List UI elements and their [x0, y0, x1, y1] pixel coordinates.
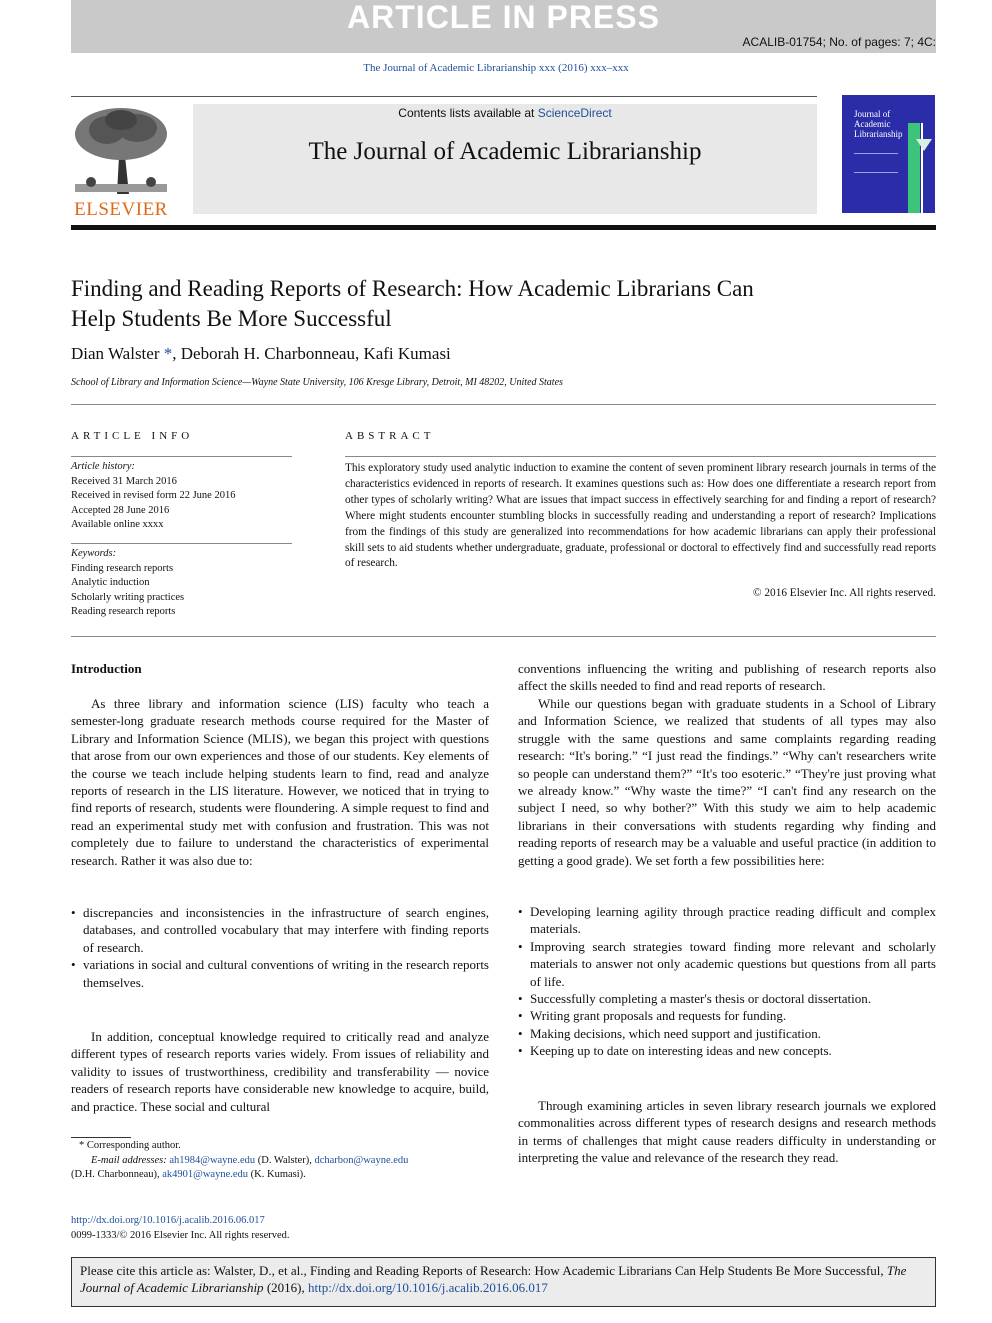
article-history — [71, 460, 292, 533]
email-link[interactable]: ah1984@wayne.edu — [169, 1154, 256, 1166]
article-info-heading: ARTICLE INFO — [71, 430, 194, 442]
cover-title-line: Journal of — [854, 109, 891, 119]
list-item: • Writing grant proposals and requests for funding. — [518, 1007, 936, 1024]
section-heading-introduction: Introduction — [71, 661, 142, 676]
intro-paragraph: In addition, conceptual knowledge required to critically read and analyze different types of research reports varies widely. From issues of reliability and validity to issues of trustworthiness, credibility and transferability — novice readers of research reports have considerable new knowledge to acquire, build, and practice. These social and cultural — [71, 1029, 489, 1114]
footnote-mark: * — [79, 1140, 85, 1151]
list-item: • Developing learning agility through practice reading difficult and complex materials. — [518, 903, 936, 938]
history-item: Received 31 March 2016 — [71, 475, 177, 487]
cover-text-lines — [854, 153, 898, 173]
author-names-rest: , Deborah H. Charbonneau, Kafi Kumasi — [172, 344, 451, 363]
bullet-list — [71, 904, 489, 991]
journal-reference-link[interactable]: The Journal of Academic Librarianship xxx (2016) xxx–xxx — [363, 62, 629, 74]
elsevier-logo — [71, 104, 171, 220]
keywords-rule — [71, 543, 292, 544]
citation-journal: The Journal of Academic Librarianship — [80, 1263, 907, 1295]
list-item: • Improving search strategies toward finding more relevant and scholarly materials to answer not only academic questions but questions from all parts of life. — [518, 938, 936, 990]
corresponding-author-marker[interactable]: * — [159, 344, 173, 363]
history-item: Available online xxxx — [71, 519, 164, 530]
intro-paragraph-continued: conventions influencing the writing and publishing of research reports also affect the skills needed to find and read reports of research. — [518, 661, 936, 694]
cover-title-line: Academic — [854, 119, 891, 129]
article-info-rule — [71, 456, 292, 457]
citation-prefix: Please cite this article as: Walster, D., et al., Finding and Reading Reports of Research: How Academic Librarians Can Help Students Be More Successful, — [80, 1263, 887, 1278]
intro-paragraph: As three library and information science (LIS) faculty who teach a semester-long graduate research methods course required for the Master of Library and Information Science (MLIS), we began this project with questions that arose from our own experiences and those of our students. Key elements of the course we teach include helping students learn to find, read and analyze reports of research in the LIS literature. However, we noticed that in trying to find reports of research, students were floundering. A simple request to find and read an experimental study met with confusion and frustration. This was not completely due to failure to understand the characteristics of experimental research. Rather it was also due to: — [71, 696, 489, 868]
keyword-item: Reading research reports — [71, 606, 176, 617]
abstract-text: This exploratory study used analytic induction to examine the content of seven prominent library research journals in terms of the characteristics evidenced in reports of research. It examines questions such as: How does one differentiate a research report from other types of scholarly writing? What are issues that impact success in effectively searching for and finding a report of research? Where might students encounter stumbling blocks in successfully reading and understanding a report of research? Implications from the findings of this study are generalized into recommendations for how academic librarians can apply their professional skill sets to aid students whether undergraduate, graduate, professional or doctoral to effectively find and successfully read reports of research. — [345, 462, 936, 570]
email-link[interactable]: ak4901@wayne.edu — [162, 1169, 249, 1180]
footnote-corresponding-text: Corresponding author. — [86, 1140, 181, 1151]
footnote — [71, 1139, 489, 1183]
citation-doi-link[interactable]: http://dx.doi.org/10.1016/j.acalib.2016.06.017 — [307, 1279, 548, 1295]
footnote-emails-cont — [71, 1168, 489, 1183]
doi-block — [71, 1214, 290, 1243]
cover-white-stripe — [921, 123, 923, 213]
contents-available-line — [193, 106, 817, 120]
article-history-label: Article history: — [71, 461, 135, 472]
list-item: • Making decisions, which need support and justification. — [518, 1025, 936, 1042]
article-title-line: Help Students Be More Successful — [71, 306, 392, 331]
list-item: • Keeping up to date on interesting ideas and new concepts. — [518, 1042, 936, 1059]
article-in-press-label: ARTICLE IN PRESS — [347, 0, 660, 35]
keyword-item: Analytic induction — [71, 577, 150, 588]
footnote-rule — [71, 1137, 131, 1138]
author-affiliation: School of Library and Information Science—Wayne State University, 106 Kresge Library, Detroit, MI 48202, United States — [71, 377, 563, 388]
issn-copyright: 0099-1333/© 2016 Elsevier Inc. All rights reserved. — [71, 1229, 290, 1241]
history-item: Accepted 28 June 2016 — [71, 504, 170, 516]
contents-prefix: Contents lists available at — [398, 106, 538, 120]
email-owner: (K. Kumasi). — [248, 1169, 306, 1180]
abstract-rule — [345, 456, 936, 457]
bullet-list — [518, 903, 936, 1060]
intro-paragraph: While our questions began with graduate students in a School of Library and Information Science, we realized that students of all types may also struggle with the same questions and same complaints regarding reading research: “It's boring.” “I just read the findings.” “Why can't researchers write so people can understand them?” “It's too esoteric.” “They're just proving what we already know.” “Why waste the time?” “I can't find any research on the subject I need, so why bother?” With this study we aim to help academic librarians in their conversations with students regarding why finding and reading reports of research may be a valuable and useful practice (in addition to getting a good grade). We set forth a few possibilities here: — [518, 696, 936, 868]
list-item: • discrepancies and inconsistencies in the infrastructure of search engines, databases, and controlled vocabulary that may interfere with finding reports of research. — [71, 904, 489, 956]
keyword-item: Scholarly writing practices — [71, 591, 185, 603]
intro-paragraph: Through examining articles in seven library research journals we explored commonalities across different types of research designs and research methods in terms of challenges that might cause readers difficulty in understanding or interpreting the value and relevance of the research they read. — [518, 1098, 936, 1166]
citation-box — [71, 1257, 936, 1307]
email-label: E-mail addresses: — [91, 1154, 170, 1166]
list-item: • variations in social and cultural conventions of writing in the research reports themselves. — [71, 956, 489, 991]
journal-title[interactable]: The Journal of Academic Librarianship — [308, 138, 702, 165]
email-link[interactable]: dcharbon@wayne.edu — [314, 1154, 409, 1166]
footnote-corresponding — [71, 1139, 489, 1154]
title-divider — [71, 404, 936, 405]
email-owner: (D. Walster), — [255, 1154, 315, 1166]
cover-green-stripe — [908, 123, 920, 213]
author-name: Dian Walster — [71, 344, 160, 363]
email-owner: (D.H. Charbonneau), — [71, 1169, 163, 1180]
abstract-copyright: © 2016 Elsevier Inc. All rights reserved. — [752, 587, 936, 599]
citation-year: (2016), — [263, 1279, 308, 1295]
header-top-rule — [71, 96, 817, 97]
keyword-item: Finding research reports — [71, 562, 174, 574]
cover-title — [854, 109, 903, 139]
list-item: • Successfully completing a master's thesis or doctoral dissertation. — [518, 990, 936, 1007]
header-bottom-rule — [71, 225, 936, 230]
cover-title-line: Librarianship — [854, 129, 903, 139]
article-title — [71, 274, 831, 334]
abstract-heading: ABSTRACT — [345, 430, 435, 442]
cover-triangle-icon — [916, 139, 932, 151]
elsevier-tree-icon — [71, 104, 171, 196]
doi-link[interactable]: http://dx.doi.org/10.1016/j.acalib.2016.06.017 — [71, 1215, 265, 1226]
article-meta-code: ACALIB-01754; No. of pages: 7; 4C: — [742, 35, 936, 49]
footnote-emails — [71, 1154, 489, 1169]
journal-cover-thumbnail[interactable] — [842, 95, 935, 213]
keywords — [71, 547, 292, 620]
history-item: Received in revised form 22 June 2016 — [71, 490, 236, 501]
author-list — [71, 344, 451, 364]
abstract-bottom-rule — [71, 636, 936, 637]
elsevier-wordmark: ELSEVIER — [74, 199, 168, 220]
keywords-label: Keywords: — [71, 548, 117, 559]
sciencedirect-link[interactable]: ScienceDirect — [537, 106, 612, 120]
citation-text — [80, 1263, 927, 1296]
article-title-line: Finding and Reading Reports of Research: How Academic Librarians Can — [71, 276, 754, 301]
